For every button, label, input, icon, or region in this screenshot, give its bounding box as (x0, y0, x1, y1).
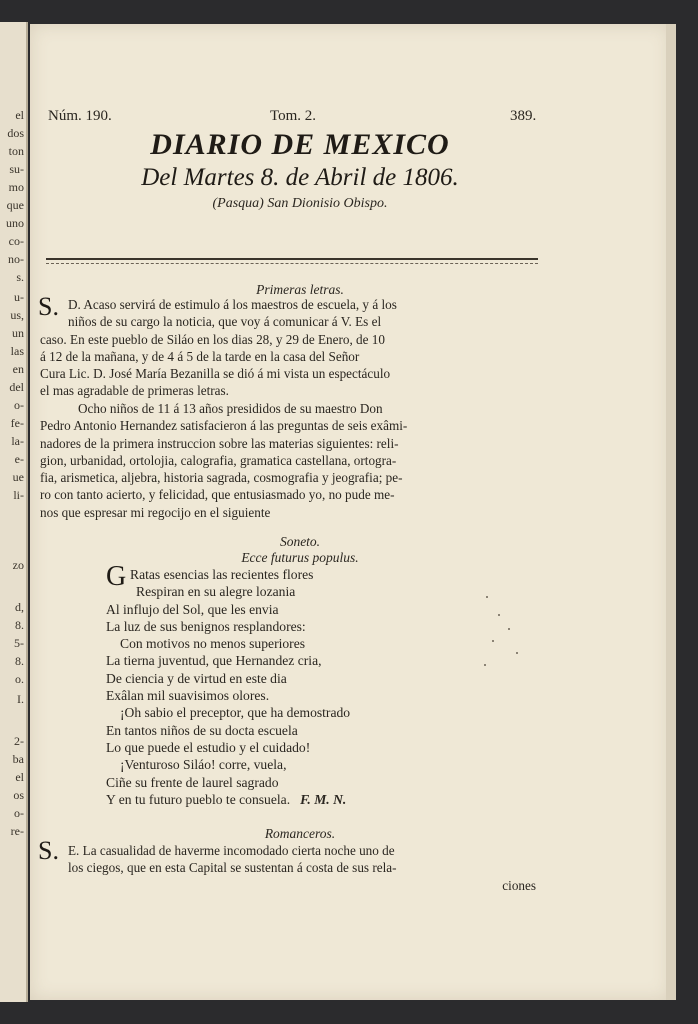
adjacent-page-fragment: el (15, 108, 24, 122)
adjacent-page-fragment: ue (12, 470, 24, 484)
adjacent-page-fragment: 2- (14, 734, 24, 748)
text-line: los ciegos, que en esta Capital se sustentan á costa de sus rela- (68, 860, 397, 876)
adjacent-page-fragment: el (15, 770, 24, 784)
issue-date: Del Martes 8. de Abril de 1806. (141, 164, 459, 191)
verse-line: Respiran en su alegre lozania (136, 584, 296, 600)
page-number: 389. (510, 108, 537, 124)
adjacent-page-fragment: us, (10, 308, 24, 322)
adjacent-page-fragment: s. (16, 270, 24, 284)
author-initials: F. M. N. (300, 791, 347, 807)
feast-day: (Pasqua) San Dionisio Obispo. (212, 196, 388, 211)
verse-line: Lo que puede el estudio y el cuidado! (106, 739, 311, 755)
text-line: caso. En este pueblo de Siláo en los dias 28, y 29 de Enero, de 10 (40, 331, 385, 347)
text-line: Pedro Antonio Hernandez satisfacieron á las preguntas de seis exâmi- (40, 418, 408, 434)
adjacent-page-fragment: d, (15, 600, 24, 614)
adjacent-page-fragment: uno (6, 216, 24, 230)
section-heading-primeras-letras: Primeras letras. (256, 282, 344, 297)
adjacent-page-fragment: 8. (15, 618, 24, 632)
text-line: D. Acaso servirá de estimulo á los maestros de escuela, y á los (68, 297, 397, 312)
adjacent-page-fragment: o- (14, 806, 24, 820)
paragraph-romanceros (68, 842, 536, 894)
adjacent-page-fragment: u- (14, 290, 24, 304)
verse-line: Con motivos no menos superiores (120, 636, 306, 652)
adjacent-page-fragment: o- (14, 398, 24, 412)
text-line: nadores de la primera instruccion sobre las materias siguientes: reli- (40, 435, 399, 451)
newspaper-page (30, 24, 670, 1000)
text-line: á 12 de la mañana, y de 4 á 5 de la tarde en la casa del Señor (40, 348, 360, 364)
text-line: E. La casualidad de haverme incomodado cierta noche uno de (68, 843, 395, 858)
dropcap-s-2: S. (38, 836, 59, 865)
adjacent-page-fragment: ba (12, 752, 24, 766)
text-line: ro con tanto acierto, y felicidad, que entusiasmado yo, no pude me- (40, 487, 395, 503)
paragraph-intro-cont (40, 331, 536, 400)
adjacent-page-fragment: e- (14, 452, 24, 466)
adjacent-page-fragment: I. (17, 692, 24, 706)
text-line: Ocho niños de 11 á 13 años presididos de su maestro Don (78, 401, 383, 416)
text-line: Cura Lic. D. José María Bezanilla se dió á mi vista un espectáculo (40, 366, 391, 382)
adjacent-page-fragment: mo (8, 180, 24, 194)
adjacent-page-fragment: fe- (10, 416, 24, 430)
adjacent-page-fragment: no- (8, 252, 24, 266)
adjacent-page-fragment: en (12, 362, 24, 376)
ink-speck (508, 628, 510, 630)
paragraph-intro (68, 296, 536, 331)
adjacent-page-fragment: su- (9, 162, 24, 176)
text-line: el mas agradable de primeras letras. (40, 383, 229, 399)
verse-line: Ciñe su frente de laurel sagrado (106, 774, 279, 790)
sonnet-body (106, 561, 536, 808)
verse-line-final (106, 791, 536, 808)
verse-line: ¡Venturoso Siláo! corre, vuela, (120, 757, 287, 773)
masthead-title: DIARIO DE MEXICO (150, 128, 450, 161)
verse-line: Exâlan mil suavisimos olores. (106, 688, 270, 704)
header-divider (46, 258, 538, 264)
text-line: niños de su cargo la noticia, que voy á comunicar á V. Es el (68, 314, 382, 330)
verse-line: ¡Oh sabio el preceptor, que ha demostrado (120, 705, 351, 721)
volume-number: Tom. 2. (270, 108, 317, 124)
paragraph-exam (40, 400, 536, 521)
ink-speck (486, 596, 488, 598)
adjacent-page-fragment: un (12, 326, 24, 340)
text-line: gion, urbanidad, ortolojia, calografia, gramatica castellana, ortogra- (40, 452, 397, 468)
adjacent-page-fragment: dos (7, 126, 24, 140)
adjacent-page-fragment: co- (8, 234, 24, 248)
adjacent-page-fragment: zo (12, 558, 24, 572)
text-line: nos que espresar mi regocijo en el siguiente (40, 504, 271, 520)
verse-line: De ciencia y de virtud en este dia (106, 670, 287, 686)
adjacent-page-fragment: del (9, 380, 24, 394)
adjacent-page-fragment: os (13, 788, 24, 802)
adjacent-page-fragment: las (10, 344, 24, 358)
adjacent-page-fragment: 8. (15, 654, 24, 668)
dropcap-s: S. (38, 292, 59, 321)
sonnet-epigraph: Ecce futurus populus. (241, 550, 359, 565)
section-heading-romanceros: Romanceros. (264, 826, 336, 841)
adjacent-page-fragment: que (6, 198, 24, 212)
ink-speck (484, 664, 486, 666)
adjacent-page-fragment: 5- (14, 636, 24, 650)
verse-line: Ratas esencias las recientes flores (130, 567, 314, 582)
page-fore-edge (666, 24, 676, 1000)
adjacent-page-fragment: li- (13, 488, 24, 502)
verse-line: En tantos niños de su docta escuela (106, 722, 298, 738)
issue-number: Núm. 190. (48, 108, 112, 124)
text-line: fia, arismetica, aljebra, historia sagrada, cosmografia y jeografia; pe- (40, 470, 403, 486)
ink-speck (498, 614, 500, 616)
adjacent-page-fragment: la- (11, 434, 24, 448)
ink-speck (492, 640, 494, 642)
adjacent-page-edge (0, 22, 28, 1002)
adjacent-page-fragment: o. (15, 672, 24, 686)
sonnet-heading: Soneto. (279, 534, 321, 549)
adjacent-page-fragment: ton (8, 144, 24, 158)
verse-line: La tierna juventud, que Hernandez cria, (106, 653, 322, 669)
verse-text: Y en tu futuro pueblo te consuela. (106, 791, 291, 807)
ink-speck (516, 652, 518, 654)
catchword: ciones (502, 877, 536, 893)
verse-line: Al influjo del Sol, que les envia (106, 601, 279, 617)
adjacent-page-fragment: re- (10, 824, 24, 838)
verse-line: La luz de sus benignos resplandores: (106, 618, 306, 634)
dropcap-g: G (106, 561, 127, 592)
